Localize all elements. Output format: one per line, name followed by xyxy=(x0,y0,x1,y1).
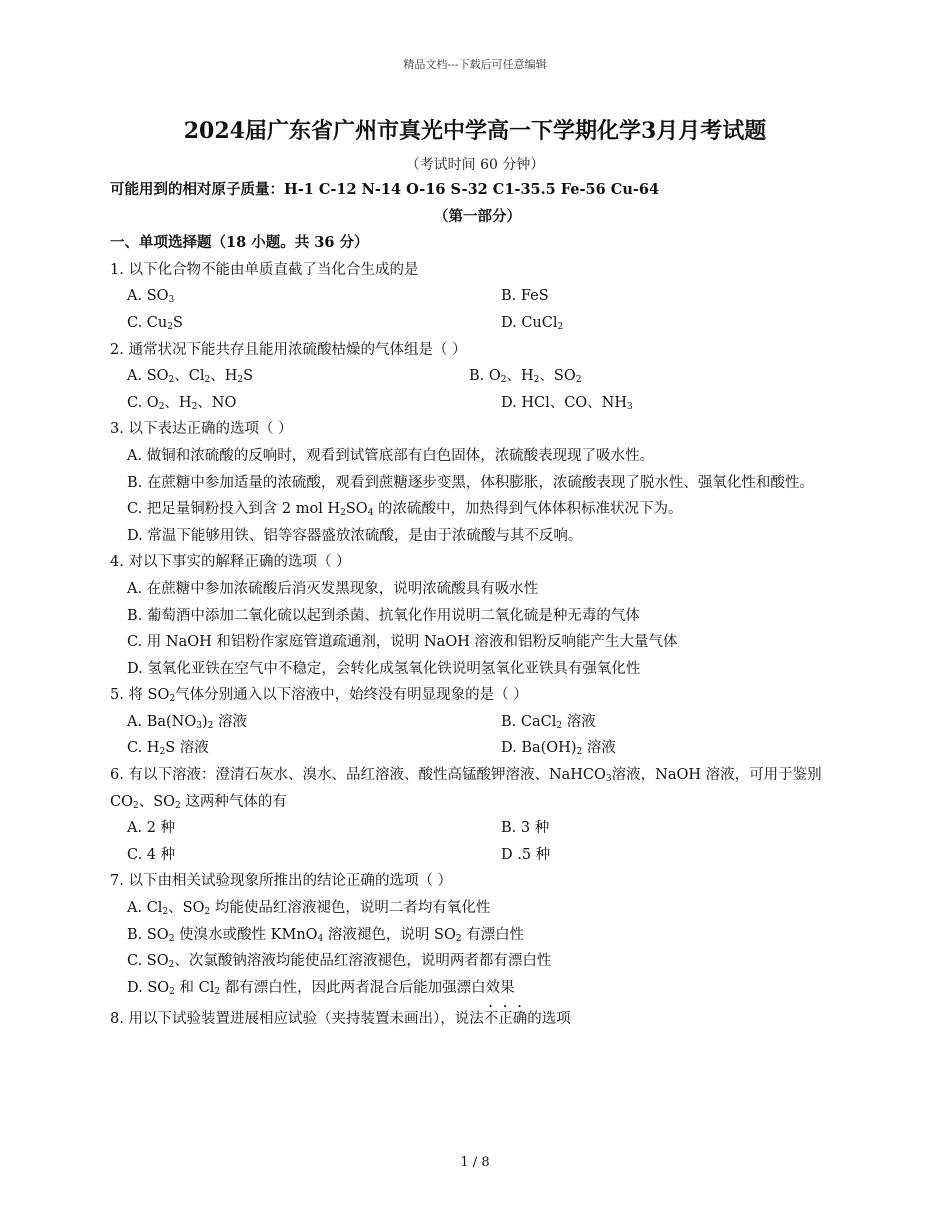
question-6: 6. 有以下溶液：澄清石灰水、溴水、品红溶液、酸性高锰酸钾溶液、NaHCO$_3$溶液，NaOH 溶液，可用于鉴别 $CO_2$、$SO_2$ 这两种气体的有 xyxy=(110,767,822,811)
exam-duration: （考试时间 60 分钟） xyxy=(405,157,545,173)
q3-option-a: A. 做铜和浓硫酸的反响时，观看到试管底部有白色固体，浓硫酸表现现了吸水性。 xyxy=(127,447,655,464)
q3-option-c: C. 把足量铜粉投入到含 2 mol $H_2SO_4$ 的浓硫酸中，加热得到气体体积标准状况下为。 xyxy=(127,501,683,519)
page-number: 1 / 8 xyxy=(460,1155,490,1170)
q6-option-b: B. 3 种 xyxy=(501,820,550,837)
q4-option-d: D. 氢氧化亚铁在空气中不稳定，会转化成氢氧化铁说明氢氧化亚铁具有强氧化性 xyxy=(127,660,641,677)
q5-options-row2 xyxy=(110,735,845,762)
q5-options-row1 xyxy=(110,709,845,736)
question-8: 8. 用以下试验装置进展相应试验（夹持装置未画出），说法不正确的选项 xyxy=(110,1011,571,1028)
q5-option-c: C. $H_2S$ 溶液 xyxy=(127,740,209,758)
q1-option-c: C. $Cu_2S$ xyxy=(127,314,183,332)
q7-option-a: A. $Cl_2$、$SO_2$ 均能使品红溶液褪色，说明二者均有氧化性 xyxy=(127,900,491,918)
q1-option-b: B. FeS xyxy=(501,288,549,305)
q2-option-b: B. $O_2$、$H_2$、$SO_2$ xyxy=(469,368,582,386)
q4-option-c: C. 用 NaOH 和铝粉作家庭管道疏通剂，说明 NaOH 溶液和铝粉反响能产生大量气体 xyxy=(127,634,678,651)
watermark: 精品文档---下载后可任意编辑 xyxy=(403,58,547,71)
q6-option-d: D .5 种 xyxy=(501,846,551,863)
q5-option-b: B. CaCl$_2$ 溶液 xyxy=(501,713,596,731)
q3-option-b: B. 在蔗糖中参加适量的浓硫酸，观看到蔗糖逐步变黑，体积膨胀，浓硫酸表现了脱水性、强氧化性和酸性。 xyxy=(127,474,814,491)
q6-options-row2 xyxy=(110,842,845,869)
exam-title: 2024届广东省广州市真光中学高一下学期化学3月月考试题 xyxy=(183,118,767,144)
q6-option-a: A. 2 种 xyxy=(127,820,176,837)
exam-content xyxy=(110,177,845,1030)
q7-option-c: C. $SO_2$、次氯酸钠溶液均能使品红溶液褪色，说明两者都有漂白性 xyxy=(127,953,552,971)
q7-option-d: D. $SO_2$ 和 $Cl_2$ 都有漂白性，因此两者混合后能加强漂白效果 xyxy=(127,979,515,997)
q5-option-a: A. $Ba(NO_3)_2$ 溶液 xyxy=(127,713,247,731)
part-heading: （第一部分） xyxy=(434,207,521,225)
q4-option-a: A. 在蔗糖中参加浓硫酸后消灭发黑现象，说明浓硫酸具有吸水性 xyxy=(127,580,539,597)
q7-option-b: B. $SO_2$ 使溴水或酸性 KMnO$_4$ 溶液褪色，说明 $SO_2$ 有漂白性 xyxy=(127,926,525,944)
question-7: 7. 以下由相关试验现象所推出的结论正确的选项（ ） xyxy=(110,873,453,890)
question-5: 5. 将 $SO_2$气体分别通入以下溶液中，始终没有明显现象的是（ ） xyxy=(110,687,528,705)
q2-option-c: C. $O_2$、$H_2$、NO xyxy=(127,394,237,412)
q6-option-c: C. 4 种 xyxy=(127,846,176,863)
question-2: 2. 通常状况下能共存且能用浓硫酸枯燥的气体组是（ ） xyxy=(110,341,467,358)
q1-options-row1 xyxy=(110,283,845,310)
q1-option-a: A. $SO_3$ xyxy=(127,288,175,306)
q2-option-a: A. $SO_2$、$Cl_2$、$H_2S$ xyxy=(127,368,254,386)
q1-option-d: D. CuCl$_2$ xyxy=(501,314,564,332)
atomic-masses: 可能用到的相对原子质量：H-1 C-12 N-14 O-16 S-32 C1-35.5 Fe-56 Cu-64 xyxy=(110,181,660,198)
q3-option-d: D. 常温下能够用铁、铝等容器盛放浓硫酸，是由于浓硫酸与其不反响。 xyxy=(127,527,583,544)
q2-options-row2 xyxy=(110,390,845,417)
q5-option-d: D. $Ba(OH)_2$ 溶液 xyxy=(501,740,616,758)
q1-options-row2 xyxy=(110,310,845,337)
q2-options-row1 xyxy=(110,363,845,390)
q6-options-row1 xyxy=(110,815,845,842)
q2-option-d: D. HCl、CO、$NH_3$ xyxy=(501,394,633,412)
q4-option-b: B. 葡萄酒中添加二氧化硫以起到杀菌、抗氧化作用说明二氧化硫是种无毒的气体 xyxy=(127,607,640,624)
section-heading: 一、单项选择题（18 小题。共 36 分） xyxy=(110,234,369,252)
question-1: 1. 以下化合物不能由单质直截了当化合生成的是 xyxy=(110,261,419,278)
question-4: 4. 对以下事实的解释正确的选项（ ） xyxy=(110,554,351,571)
question-3: 3. 以下表达正确的选项（ ） xyxy=(110,421,293,438)
